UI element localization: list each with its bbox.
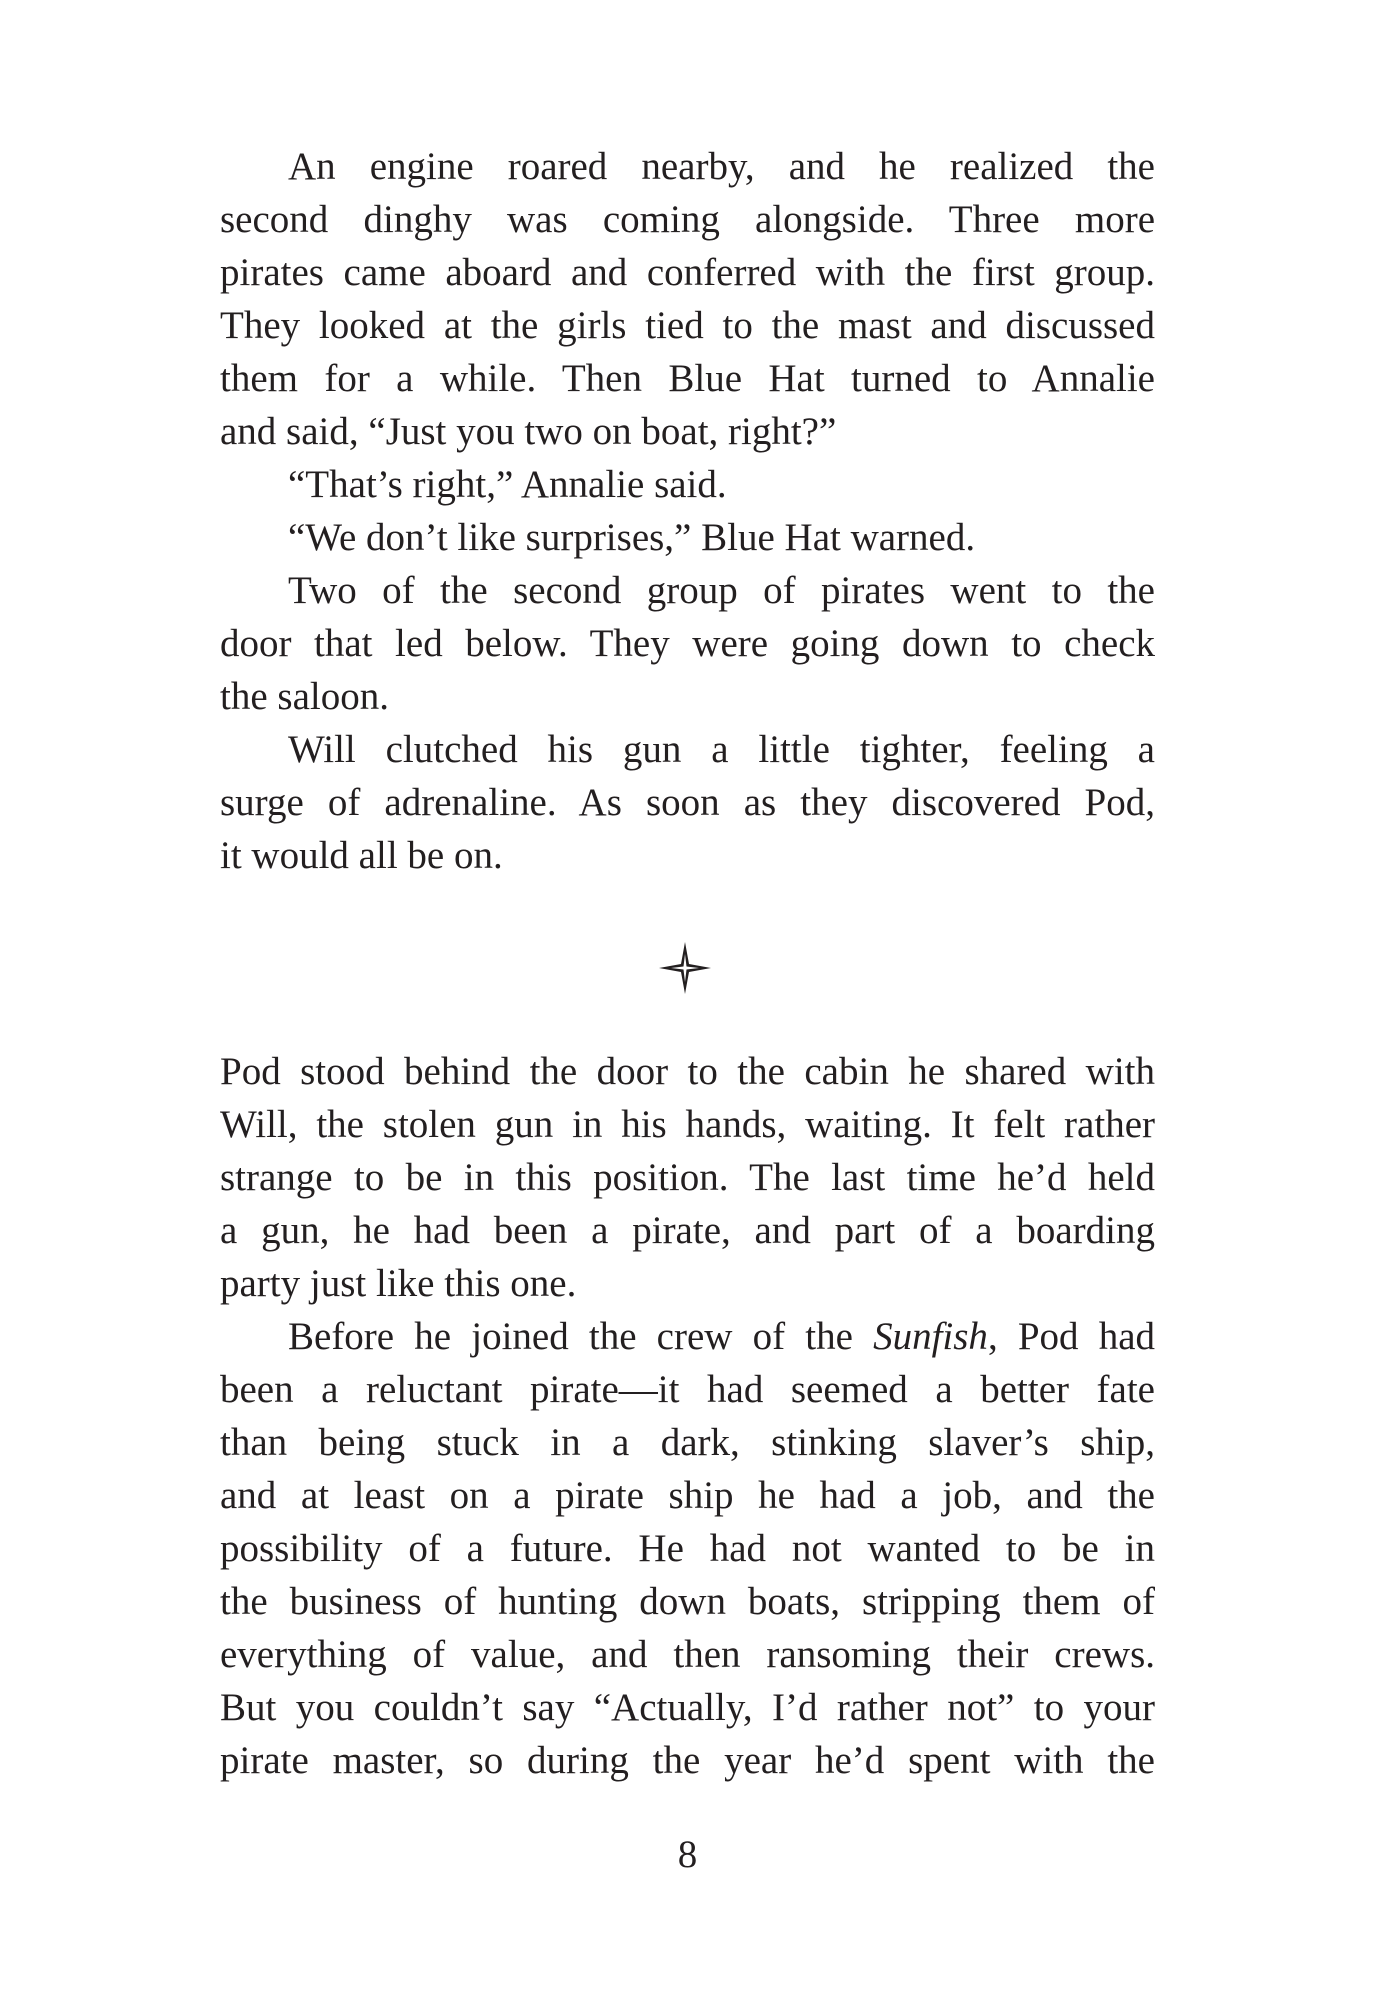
text-line: But you couldn’t say “Actually, I’d rather not” to your	[220, 1686, 1155, 1729]
section-1-text	[220, 140, 1155, 882]
text-line: pirates came aboard and conferred with the first group.	[220, 251, 1155, 294]
text-line: door that led below. They were going down to check	[220, 622, 1155, 665]
boat-name: Sunfish	[873, 1315, 988, 1358]
four-point-star-icon	[657, 940, 713, 996]
text-line: Two of the second group of pirates went to the	[288, 569, 1155, 612]
text-line: Will clutched his gun a little tighter, feeling a	[288, 728, 1155, 771]
text-line: it would all be on.	[220, 834, 503, 877]
text-line: the business of hunting down boats, stripping them of	[220, 1580, 1155, 1623]
text-line: the saloon.	[220, 675, 389, 718]
text-line: been a reluctant pirate—it had seemed a better fate	[220, 1368, 1155, 1411]
text-line: “That’s right,” Annalie said.	[288, 463, 727, 506]
text-line: An engine roared nearby, and he realized the	[288, 145, 1155, 188]
text-line: party just like this one.	[220, 1262, 577, 1305]
text-line: “We don’t like surprises,” Blue Hat warned.	[288, 516, 976, 559]
text-line: possibility of a future. He had not wanted to be in	[220, 1527, 1155, 1570]
text-line: and said, “Just you two on boat, right?”	[220, 410, 837, 453]
text-line: pirate master, so during the year he’d spent with the	[220, 1739, 1155, 1782]
text-line: second dinghy was coming alongside. Three more	[220, 198, 1155, 241]
text-line	[220, 1310, 1155, 1363]
page-number: 8	[677, 1833, 698, 1876]
text-line: and at least on a pirate ship he had a job, and the	[220, 1474, 1155, 1517]
text-line: them for a while. Then Blue Hat turned to Annalie	[220, 357, 1155, 400]
text-line: than being stuck in a dark, stinking slaver’s ship,	[220, 1421, 1155, 1464]
text-line: They looked at the girls tied to the mast and discussed	[220, 304, 1155, 347]
text-line: strange to be in this position. The last time he’d held	[220, 1156, 1155, 1199]
text-line: a gun, he had been a pirate, and part of a boarding	[220, 1209, 1155, 1252]
text-line: surge of adrenaline. As soon as they discovered Pod,	[220, 781, 1155, 824]
text-run: , Pod had	[987, 1315, 1156, 1358]
text-line: Pod stood behind the door to the cabin he shared with	[220, 1050, 1155, 1093]
text-run: Before he joined the crew of the	[288, 1315, 874, 1358]
section-2-text	[220, 1045, 1155, 1787]
text-line: Will, the stolen gun in his hands, waiting. It felt rather	[220, 1103, 1155, 1146]
text-line: everything of value, and then ransoming their crews.	[220, 1633, 1155, 1676]
